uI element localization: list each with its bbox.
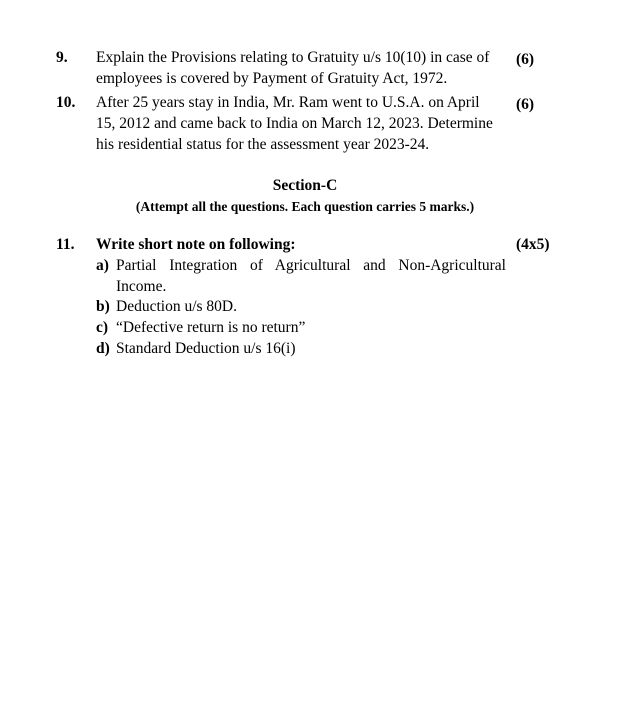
question-line: his residential status for the assessment year 2023-24. [96, 136, 430, 153]
subitem-line: Income. [116, 278, 167, 295]
subitem-line: Deduction u/s 80D. [116, 298, 237, 315]
question-marks: (6) [516, 51, 535, 68]
subitem-text [116, 255, 506, 297]
question-marks: (4x5) [516, 236, 550, 253]
subitem-line: “Defective return is no return” [116, 319, 306, 336]
section-instructions: (Attempt all the questions. Each question carries 5 marks.) [135, 199, 475, 214]
question-text [96, 47, 500, 89]
subitem-text [116, 338, 506, 359]
subitem-label: c) [96, 319, 109, 336]
question-number: 11. [56, 236, 75, 253]
question-number: 10. [56, 94, 76, 111]
question-number: 9. [56, 49, 68, 66]
question-text [96, 92, 500, 155]
subitem-text [116, 317, 506, 338]
question-marks: (6) [516, 96, 535, 113]
subitem-line: Partial Integration of Agricultural and Non-Agricultural [116, 257, 506, 274]
subitem-label: a) [96, 257, 109, 274]
question-line: After 25 years stay in India, Mr. Ram went to U.S.A. on April [96, 94, 480, 111]
question-line: employees is covered by Payment of Gratuity Act, 1972. [96, 70, 448, 87]
question-line: 15, 2012 and came back to India on March 12, 2023. Determine [96, 115, 493, 132]
subitem-text [116, 296, 506, 317]
section-title: Section-C [272, 177, 338, 194]
question-heading: Write short note on following: [96, 236, 296, 253]
subitem-label: b) [96, 298, 110, 315]
subitem-label: d) [96, 340, 110, 357]
question-line: Explain the Provisions relating to Gratuity u/s 10(10) in case of [96, 49, 490, 66]
subitem-line: Standard Deduction u/s 16(i) [116, 340, 296, 357]
